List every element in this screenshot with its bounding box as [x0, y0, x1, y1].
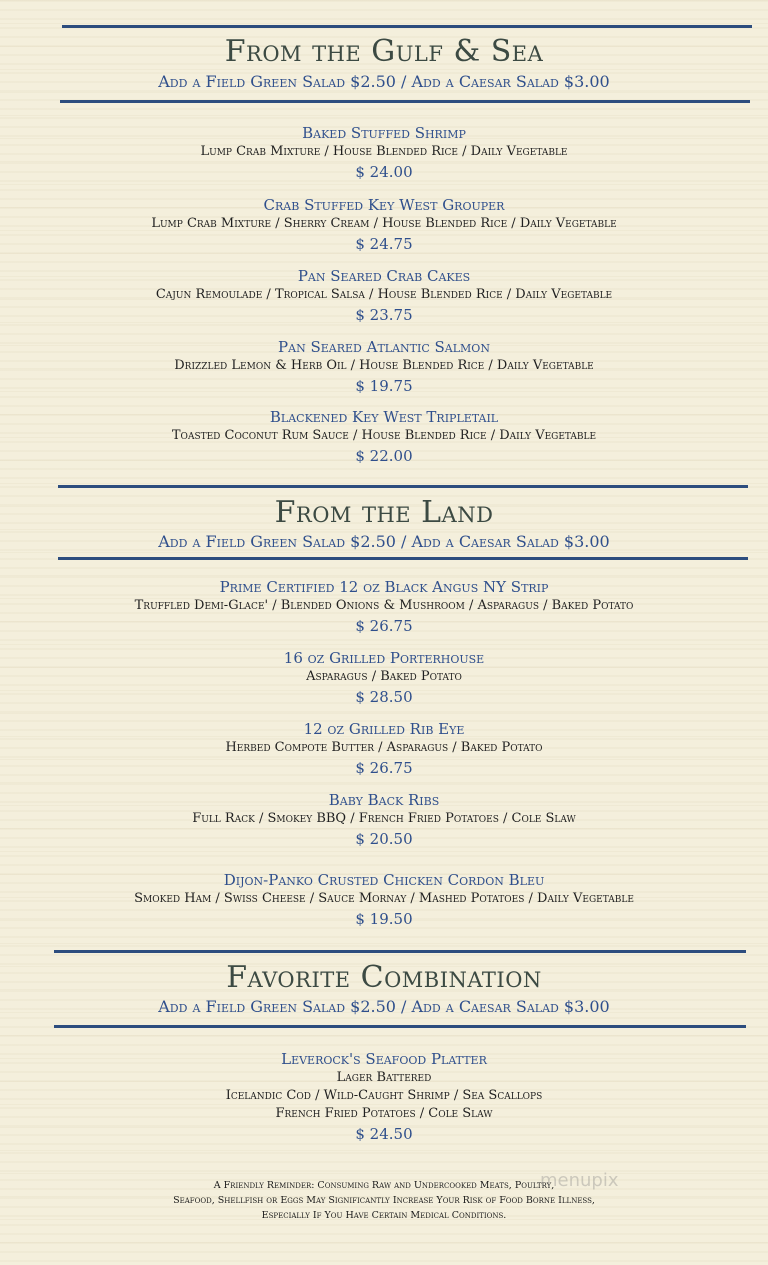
section-divider — [58, 485, 748, 488]
section-title: From the Gulf & Sea — [224, 34, 544, 69]
item-description: Icelandic Cod / Wild-Caught Shrimp / Sea Scallops — [225, 1088, 543, 1103]
item-name: 12 oz Grilled Rib Eye — [303, 720, 465, 738]
item-description: Toasted Coconut Rum Sauce / House Blended Rice / Daily Vegetable — [171, 428, 597, 443]
item-name: Prime Certified 12 oz Black Angus NY Strip — [219, 578, 549, 596]
menu-item — [0, 123, 768, 183]
item-price: $ 20.50 — [355, 830, 413, 848]
reminder-line: Seafood, Shellfish or Eggs May Significantly Increase Your Risk of Food Borne Illness, — [173, 1195, 595, 1206]
section-divider — [62, 25, 752, 28]
menu-item — [0, 337, 768, 397]
item-name: Dijon-Panko Crusted Chicken Cordon Bleu — [223, 871, 545, 889]
item-description: Smoked Ham / Swiss Cheese / Sauce Mornay / Mashed Potatoes / Daily Vegetable — [134, 891, 634, 906]
item-price: $ 26.75 — [355, 617, 413, 635]
section-divider — [54, 950, 746, 953]
section-divider — [54, 1025, 746, 1028]
menu-item — [0, 407, 768, 467]
salad-addon: Add a Field Green Salad $2.50 / Add a Caesar Salad $3.00 — [158, 532, 610, 551]
item-name: Pan Seared Atlantic Salmon — [278, 338, 490, 356]
section-title: From the Land — [274, 495, 494, 530]
reminder-line: Especially If You Have Certain Medical Conditions. — [261, 1210, 507, 1221]
menu-item — [0, 648, 768, 708]
salad-addon: Add a Field Green Salad $2.50 / Add a Caesar Salad $3.00 — [158, 72, 610, 91]
item-name: Baby Back Ribs — [328, 791, 440, 809]
item-price: $ 26.75 — [355, 759, 413, 777]
item-description: Lump Crab Mixture / Sherry Cream / House Blended Rice / Daily Vegetable — [151, 216, 617, 231]
section-title: Favorite Combination — [226, 960, 542, 995]
item-name: 16 oz Grilled Porterhouse — [283, 649, 485, 667]
item-description: Lump Crab Mixture / House Blended Rice / Daily Vegetable — [200, 144, 568, 159]
item-price: $ 22.00 — [355, 447, 413, 465]
salad-addon: Add a Field Green Salad $2.50 / Add a Caesar Salad $3.00 — [158, 997, 610, 1016]
item-name: Baked Stuffed Shrimp — [302, 124, 466, 142]
watermark: menupix — [540, 1170, 619, 1191]
menu-item — [0, 790, 768, 850]
item-description: Herbed Compote Butter / Asparagus / Baked Potato — [225, 740, 543, 755]
item-name: Blackened Key West Tripletail — [269, 408, 499, 426]
item-description: Cajun Remoulade / Tropical Salsa / House Blended Rice / Daily Vegetable — [155, 287, 613, 302]
menu-item — [0, 1049, 768, 1145]
item-description: Lager Battered — [336, 1070, 432, 1085]
menu-item — [0, 870, 768, 930]
item-name: Leverock's Seafood Platter — [281, 1050, 487, 1068]
item-description: Truffled Demi-Glace' / Blended Onions & Mushroom / Asparagus / Baked Potato — [134, 598, 634, 613]
section-divider — [58, 557, 748, 560]
menu-item — [0, 266, 768, 326]
item-price: $ 23.75 — [355, 306, 413, 324]
reminder-line: A Friendly Reminder: Consuming Raw and Undercooked Meats, Poultry, — [213, 1180, 555, 1191]
item-price: $ 19.75 — [355, 377, 413, 395]
item-description: Full Rack / Smokey BBQ / French Fried Potatoes / Cole Slaw — [192, 811, 576, 826]
item-price: $ 24.75 — [355, 235, 413, 253]
section-divider — [60, 100, 750, 103]
item-price: $ 19.50 — [355, 910, 413, 928]
item-price: $ 24.00 — [355, 163, 413, 181]
item-name: Pan Seared Crab Cakes — [297, 267, 471, 285]
item-name: Crab Stuffed Key West Grouper — [263, 196, 505, 214]
item-price: $ 28.50 — [355, 688, 413, 706]
menu-item — [0, 195, 768, 255]
item-description: Drizzled Lemon & Herb Oil / House Blended Rice / Daily Vegetable — [174, 358, 594, 373]
item-description: French Fried Potatoes / Cole Slaw — [275, 1106, 493, 1121]
item-description: Asparagus / Baked Potato — [306, 669, 462, 684]
menu-item — [0, 577, 768, 637]
item-price: $ 24.50 — [355, 1125, 413, 1143]
food-safety-reminder — [0, 1178, 768, 1223]
menu-item — [0, 719, 768, 779]
